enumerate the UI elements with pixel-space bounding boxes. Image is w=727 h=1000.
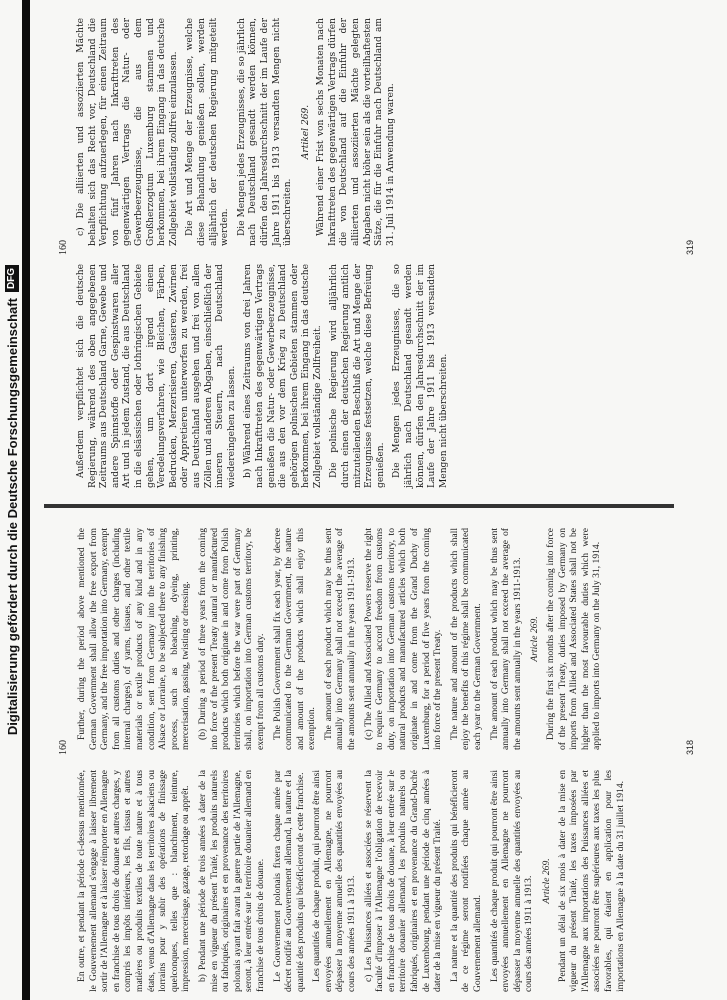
english-paragraph: The amount of each product which may be thus sent annually into Germany shall not exceed the average of the amounts sent annually in the years 1911-1913.	[322, 528, 358, 750]
french-paragraph: Les quantités de chaque produit, qui pourront être ainsi envoyées annuellement en Allemagne, ne pourront dépasser la moyenne annuelle des quantités envoyées au cours des années 1911 à 1913.	[311, 770, 358, 992]
page-gutter	[44, 504, 674, 508]
french-article-text: Pendant un délai de six mois à dater de la mise en vigueur du présent Traité, les taxes imposées par l'Allemagne aux importations des Puissances alliées et associées ne pourront être supérieures aux taxes les plus favorables, qui étaient en application pour les importations en Allemagne à la date du 31 juillet 1914.	[556, 770, 626, 992]
german-paragraph: b) Während eines Zeitraums von drei Jahren nach Inkrafttreten des gegenwärtigen Vertrags genießen die Natur- oder Gewerbeerzeugnisse, die aus den vor dem Krieg zu Deutschland gehörigen polnischen Gebieten stammen oder herkommen, bei ihrem Eingang in das deutsche Zollgebiet vollständige Zollfreiheit.	[243, 264, 323, 488]
french-paragraph: c) Les Puissances alliées et associées se réservent la faculté d'imposer à l'Allemagne l'obligation de recevoir en franchise de tous droits de douane, à leur entrée sur le territoire douanier allemand, les produits naturels ou fabriqués, originaires et en provenance du Grand-Duché de Luxembourg, pendant une période de cinq années à dater de la mise en vigueur du présent Traité.	[362, 770, 444, 992]
french-column	[76, 770, 631, 992]
english-paragraph: (b) During a period of three years from the coming into force of the present Treaty natural or manufactured products which both originate in and come from Polish territories which before the war were part of Germany shall, on importation into German customs territory, be exempt from all customs duty.	[196, 528, 266, 750]
german-paragraph: Die polnische Regierung wird alljährlich durch einen der deutschen Regierung amtlich mitzuteilenden Beschluß die Art und Menge der Erzeugnisse festsetzen, welche diese Befreiung genießen.	[329, 264, 386, 488]
english-article-text: During the first six months after the coming into force of the present Treaty, duties imposed by Germany on imports from Allied and Associated States shall not be higher than the most favourable duties which were applied to imports into Germany on the July 31, 1914.	[544, 528, 603, 750]
french-article-title: Article 269.	[540, 858, 552, 904]
german-paragraph: Die Mengen jedes Erzeugnisses, die so jährlich nach Deutschland gesandt werden können, dürfen den Jahresdurchschnitt der im Laufe der Jahre 1911 bis 1913 versandten Mengen nicht überschreiten.	[236, 18, 294, 246]
german-column-a	[76, 264, 455, 488]
right-page-footer: 319	[685, 239, 695, 255]
right-page-number: 160	[58, 240, 69, 255]
german-paragraph: Die Art und Menge der Erzeugnisse, welche diese Behandlung genießen sollen, werden alljährlich der deutschen Regierung mitgeteilt werden.	[185, 18, 231, 246]
dfg-logo: DFG	[5, 265, 19, 292]
french-paragraph: Le Gouvernement polonais fixera chaque année par décret notifié au Gouvernement allemand, la nature et la quantité des produits qui bénéficieront de cette franchise.	[271, 770, 306, 992]
english-column	[76, 528, 608, 750]
left-page-number: 160	[58, 740, 69, 755]
english-paragraph: The amount of each product which may be thus sent annually into Germany shall not exceed the average of the amounts sent annually in the years 1911-1913.	[488, 528, 523, 750]
german-article-text: Während einer Frist von sechs Monaten nach Inkrafttreten des gegenwärtigen Vertrags dürfen die von Deutschland auf die Einfuhr der alliierten und assoziierten Mächte gelegten Abgaben nicht höher sein als die vorteilhaftesten Sätze, die für die Einfuhr nach Deutschland am 31. Juli 1914 in Anwendung waren.	[316, 18, 396, 246]
watermark-text: Digitalisierung gefördert durch die Deutsche Forschungsgemeinschaft	[4, 298, 20, 736]
english-article-title: Article 269.	[529, 616, 541, 662]
scan-edge-bar	[22, 0, 30, 1000]
french-paragraph: Les quantités de chaque produit qui pourront être ainsi envoyées annuellement en Allemagne ne pourront dépasser la moyenne annuelle des quantités envoyées au cours des années 1911 à 1913.	[488, 770, 535, 992]
french-paragraph: En outre, et pendant la période ci-dessus mentionnée, le Gouvernement allemand s'engage à laisser librement sortir de l'Allemagne et à laisser réimporter en Allemagne en franchise de tous droits de douane et autres charges, y compris les impôts intérieurs, les fils, tissus et autres matières ou produits textiles de toute nature et à tous états, venus d'Allemagne dans les territoires alsaciens ou lorrains pour y subir des opérations de finissage quelconques, telles que : blanchiment, teinture, impression, mercerisage, gazage, retordage ou apprêt.	[76, 770, 192, 992]
german-article-title: Artikel 269.	[300, 104, 311, 160]
german-column-b	[76, 18, 402, 246]
french-paragraph: b) Pendant une période de trois années à dater de la mise en vigueur du présent Traité, les produits naturels ou fabriqués, originaires et en provenance des territoires polonais ayant fait avant la guerre partie de l'Allemagne, seront, à leur entrée sur le territoire douanier allemand en franchise de tous droits de douane.	[196, 770, 266, 992]
french-paragraph: La nature et la quantité des produits qui bénéficieront de ce régime seront notifiées chaque année au Gouvernement allemand.	[448, 770, 483, 992]
english-paragraph: Further, during the period above mentioned the German Government shall allow the free export from Germany, and the free importation into Germany, exempt from all customs duties and other charges (including internal charges), of yarns, tissues, and other textile materials or textile products of any kind and in any condition, sent from Germany into the territories of Alsace or Lorraine, to be subjected there to any finishing process, such as bleaching, dyeing, printing, mercerisation, gassing, twisting or dressing.	[76, 528, 192, 750]
left-page-footer: 318	[685, 739, 695, 755]
german-paragraph: Außerdem verpflichtet sich die deutsche Regierung, während des oben angegebenen Zeitraums aus Deutschland Garne, Gewebe und andere Spinnstoffe oder Gespinstwaren aller Art und in jedem Zustand, die aus Deutschland in die elsässischen oder lothringischen Gebiete gehen, um dort irgend einem Veredelungsverfahren, wie Bleichen, Färben, Bedrucken, Merzerisieren, Gasieren, Zwirnen oder Appretieren unterworfen zu werden, frei aus Deutschland ausgehen und frei von allen Zöllen und anderen Abgaben, einschließlich der inneren Steuern, nach Deutschland wiedereingehen zu lassen.	[76, 264, 237, 488]
english-paragraph: (c) The Allied and Associated Powers reserve the right to require Germany to accord freedom from customs duty, on importation into German customs territory, to natural products and manufactured articles which both originate in and come from the Grand Duchy of Luxemburg, for a period of five years from the coming into force of the present Treaty.	[362, 528, 444, 750]
dfg-watermark	[3, 0, 21, 1000]
german-paragraph: c) Die alliierten und assoziierten Mächte behalten sich das Recht vor, Deutschland die Verpflichtung aufzuerlegen, für einen Zeitraum von fünf Jahren nach Inkrafttreten des gegenwärtigen Vertrags die Natur- oder Gewerbeerzeugnisse, die aus dem Großherzogtum Luxemburg stammen und herkommen, bei ihrem Eingang in das deutsche Zollgebiet vollständig zollfrei einzulassen.	[76, 18, 179, 246]
german-paragraph: Die Mengen jedes Erzeugnisses, die so jährlich nach Deutschland gesandt werden können, dürfen den Jahresdurchschnitt der im Laufe der Jahre 1911 bis 1913 versandten Mengen nicht überschreiten.	[392, 264, 449, 488]
english-paragraph: The Polish Government shall fix each year, by decree communicated to the German Government, the nature and amount of the products which shall enjoy this exemption.	[271, 528, 318, 750]
english-paragraph: The nature and amount of the products which shall enjoy the benefits of this régime shall be communicated each year to the German Government.	[448, 528, 483, 750]
